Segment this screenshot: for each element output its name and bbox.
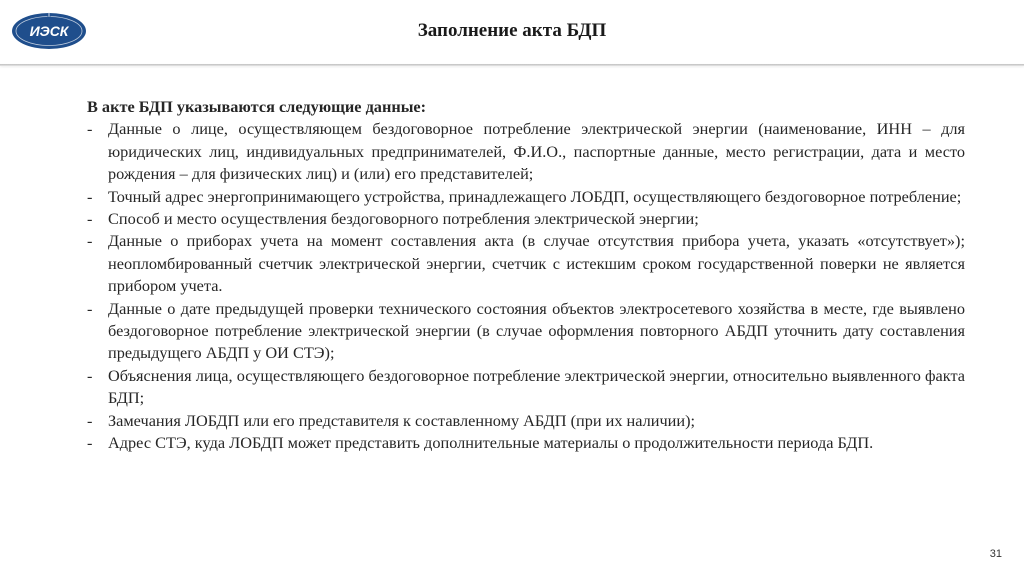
list-item-text: Точный адрес энергопринимающего устройства, принадлежащего ЛОБДП, осуществляющего бездоговорное потребление; <box>108 186 962 206</box>
list-item-text: Данные о лице, осуществляющем бездоговорное потребление электрической энергии (наименование, ИНН – для юридических лиц, индивидуальных предпринимателей, Ф.И.О., паспортные данные, место регистрации, дата и место рождения – для физических лиц) и (или) его представителей; <box>108 119 965 184</box>
list-item <box>87 432 965 454</box>
bullet-dash: - <box>87 119 93 139</box>
data-list <box>87 118 965 454</box>
list-item <box>87 186 965 208</box>
list-item <box>87 298 965 365</box>
slide-title: Заполнение акта БДП <box>417 20 607 41</box>
list-item-text: Объяснения лица, осуществляющего бездоговорное потребление электрической энергии, относительно выявленного факта БДП; <box>108 365 965 408</box>
bullet-dash: - <box>87 433 93 453</box>
list-item <box>87 118 965 185</box>
bullet-dash: - <box>87 365 93 385</box>
logo-text: ИЭСК <box>29 23 69 39</box>
header-divider <box>0 64 1024 66</box>
bullet-dash: - <box>87 410 93 430</box>
bullet-dash: - <box>87 231 93 251</box>
list-item-text: Данные о дате предыдущей проверки технического состояния объектов электросетевого хозяйства в месте, где выявлено бездоговорное потребление электрической энергии (в случае оформления повторного АБДП уточнить дату составления предыдущего АБДП у ОИ СТЭ); <box>108 298 965 363</box>
list-item-text: Замечания ЛОБДП или его представителя к составленному АБДП (при их наличии); <box>108 410 696 430</box>
bullet-dash: - <box>87 186 93 206</box>
list-item-text: Данные о приборах учета на момент составления акта (в случае отсутствия прибора учета, указать «отсутствует»); неопломбированный счетчик электрической энергии, счетчик с истекшим сроком государственной поверки не является прибором учета. <box>108 231 965 296</box>
content-heading: В акте БДП указываются следующие данные: <box>87 97 427 116</box>
bullet-dash: - <box>87 209 93 229</box>
bullet-dash: - <box>87 298 93 318</box>
list-item <box>87 230 965 297</box>
list-item-text: Адрес СТЭ, куда ЛОБДП может представить дополнительные материалы о продолжительности периода БДП. <box>108 433 874 453</box>
slide-content <box>87 96 965 455</box>
page-number: 31 <box>989 548 1002 560</box>
list-item <box>87 410 965 432</box>
list-item <box>87 208 965 230</box>
list-item-text: Способ и место осуществления бездоговорного потребления электрической энергии; <box>108 209 699 229</box>
slide-header <box>0 0 1024 66</box>
list-item <box>87 365 965 410</box>
